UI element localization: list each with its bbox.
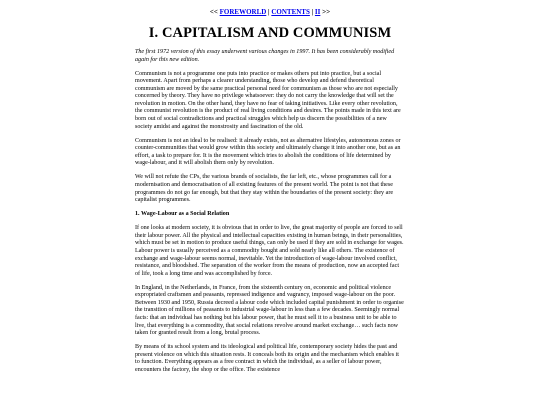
top-navigation [0, 8, 540, 17]
article-body [135, 49, 404, 381]
next-chapter-link[interactable]: II [314, 8, 321, 16]
nav-open-brackets: << [209, 8, 220, 16]
intro-note: The first 1972 version of this essay underwent various changes in 1997. It has been considerably modified again for this new edition. [135, 49, 395, 63]
nav-separator: | [309, 8, 315, 16]
paragraph: We will not refute the CPs, the various brands of socialists, the far left, etc., whose programmes call for a modernisation and democratisation of all existing features of the present world. The point is not that these programmes do not go far enough, but that they stay within the boundaries of the present society: they are capitalist programmes. [135, 174, 394, 204]
paragraph: In England, in the Netherlands, in France, from the sixteenth century on, economic and political violence expropriated craftsmen and peasants, repressed indigence and vagrancy, imposed wage-labour on the poor. Between 1930 and 1950, Russia decreed a labour code which included capital punishment in order to organise the transition of millions of peasants to industrial wage-labour in less than a few decades. Seemingly normal facts: that an individual has nothing but his labour power, that he must sell it to a business unit to be able to live, that everything is a commodity, that social relations revolve around market exchange… such facts now taken for granted result from a long, brutal process. [135, 284, 404, 337]
paragraph: If one looks at modern society, it is obvious that in order to live, the great majority of people are forced to sell their labour power. All the physical and intellectual capacities existing in human beings, in their personalities, which must be set in motion to produce useful things, can only be used if they are sold in exchange for wages. Labour power is usually perceived as a commodity bought and sold nearly like all others. The existence of exchange and wage-labour seems normal, inevitable. Yet the introduction of wage-labour involved conflict, resistance, and bloodshed. The separation of the worker from the means of production, now an accepted fact of life, took a long time and was accomplished by force. [135, 225, 404, 277]
paragraph: Communism is not an ideal to be realised: it already exists, not as alternative lifestyles, autonomous zones or counter-communities that would grow within this society and ultimately change it into another one, but as an effort, a task to prepare for. It is the movement which tries to abolish the conditions of life determined by wage-labour, and it will abolish them only by revolution. [135, 137, 401, 167]
page-title: I. CAPITALISM AND COMMUNISM [148, 25, 392, 41]
foreword-link[interactable]: FOREWORLD [219, 8, 267, 16]
nav-close-brackets: >> [320, 8, 331, 16]
contents-link[interactable]: CONTENTS [271, 8, 310, 16]
nav-separator: | [266, 8, 272, 16]
paragraph: By means of its school system and its ideological and political life, contemporary society hides the past and present violence on which this situation rests. It conceals both its origin and the mechanism which enables it to function. Everything appears as a free contract in which the individual, as a seller of labour power, encounters the factory, the shop or the office. The existence [135, 344, 400, 373]
section-heading: 1. Wage-Labour as a Social Relation [135, 211, 230, 218]
paragraph: Communism is not a programme one puts into practice or makes others put into practice, but a social movement. Apart from perhaps a clearer understanding, those who develop and defend theoretical communism are moved by the same practical personal need for communism as those who are not especially concerned by theory. They have no privilege whatsoever: they do not carry the knowledge that will set the revolution in motion. On the other hand, they have no fear of taking initiatives. Like every other revolution, the communist revolution is the product of real living conditions and desires. The points made in this text are born out of social contradictions and practical struggles which help us discern the possibilities of a new society amidst and against the monstrosity and fascination of the old. [135, 70, 401, 130]
